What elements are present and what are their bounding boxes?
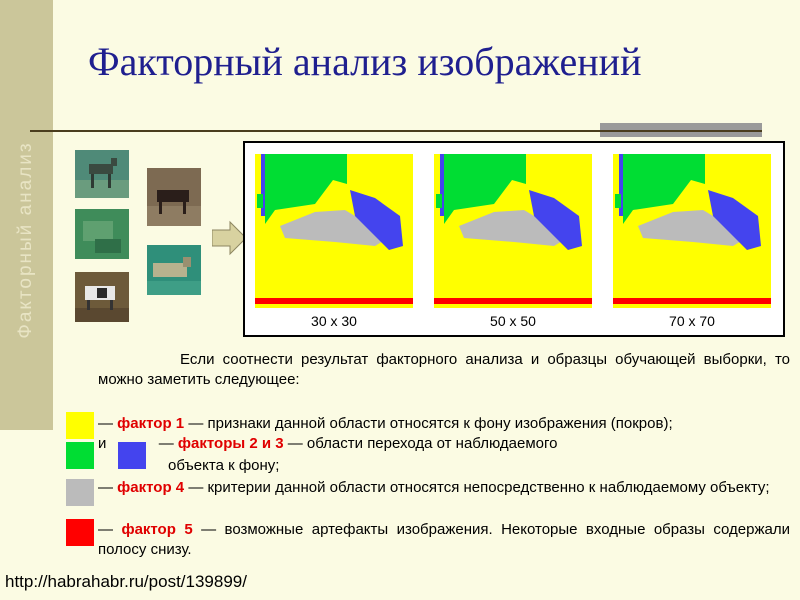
intro-text: Если соотнести результат факторного анализа и образцы обучающей выборки, то можно заметить следующее: xyxy=(98,351,790,388)
factor-2-swatch xyxy=(66,442,94,469)
factor-23-dash: — xyxy=(158,435,174,452)
panel-label-70: 70 x 70 xyxy=(669,313,715,329)
factor-maps-frame xyxy=(243,141,785,337)
factor-5-swatch xyxy=(66,519,94,546)
factor-1-name: фактор 1 xyxy=(117,415,185,432)
factor-1-text xyxy=(98,414,790,434)
factor-4-dash: — xyxy=(98,479,113,496)
factor-5-dash: — xyxy=(98,521,113,538)
factor-4-name: фактор 4 xyxy=(117,479,185,496)
factor-1-desc: — признаки данной области относятся к фону изображения (покров); xyxy=(188,415,673,432)
sample-image-animal-on-grass xyxy=(147,245,201,295)
factor-map-30 xyxy=(255,154,413,308)
page-title: Факторный анализ изображений xyxy=(88,39,642,84)
sample-image-grass xyxy=(75,209,129,259)
factor-23-name: факторы 2 и 3 xyxy=(177,435,284,452)
sample-image-deer xyxy=(75,150,129,198)
factor-23-text xyxy=(98,434,790,454)
factor-4-text xyxy=(98,478,790,498)
sidebar xyxy=(0,0,53,430)
factor-23-text-cont: объекта к фону; xyxy=(168,457,280,474)
sidebar-label: Факторный анализ xyxy=(15,141,36,339)
factor-5-name: фактор 5 xyxy=(121,521,193,538)
factor-4-desc: — критерии данной области относятся непосредственно к наблюдаемому объекту; xyxy=(188,479,770,496)
source-url: http://habrahabr.ru/post/139899/ xyxy=(5,572,247,591)
factor-23-and: и xyxy=(98,435,107,452)
factor-1-swatch xyxy=(66,412,94,439)
sample-image-cow xyxy=(75,272,129,322)
factor-map-70 xyxy=(613,154,771,308)
panel-label-50: 50 x 50 xyxy=(490,313,536,329)
factor-4-swatch xyxy=(66,479,94,506)
title-rule xyxy=(30,130,762,132)
sample-image-dark-animal xyxy=(147,168,201,226)
factor-5-text xyxy=(98,520,790,560)
panel-label-30: 30 x 30 xyxy=(311,313,357,329)
factor-1-dash: — xyxy=(98,415,113,432)
factor-23-desc: — области перехода от наблюдаемого xyxy=(287,435,558,452)
factor-map-50 xyxy=(434,154,592,308)
factor-5-desc: — возможные артефакты изображения. Некоторые входные образы содержали полосу снизу. xyxy=(98,521,790,558)
arrow-right-icon xyxy=(212,220,246,256)
